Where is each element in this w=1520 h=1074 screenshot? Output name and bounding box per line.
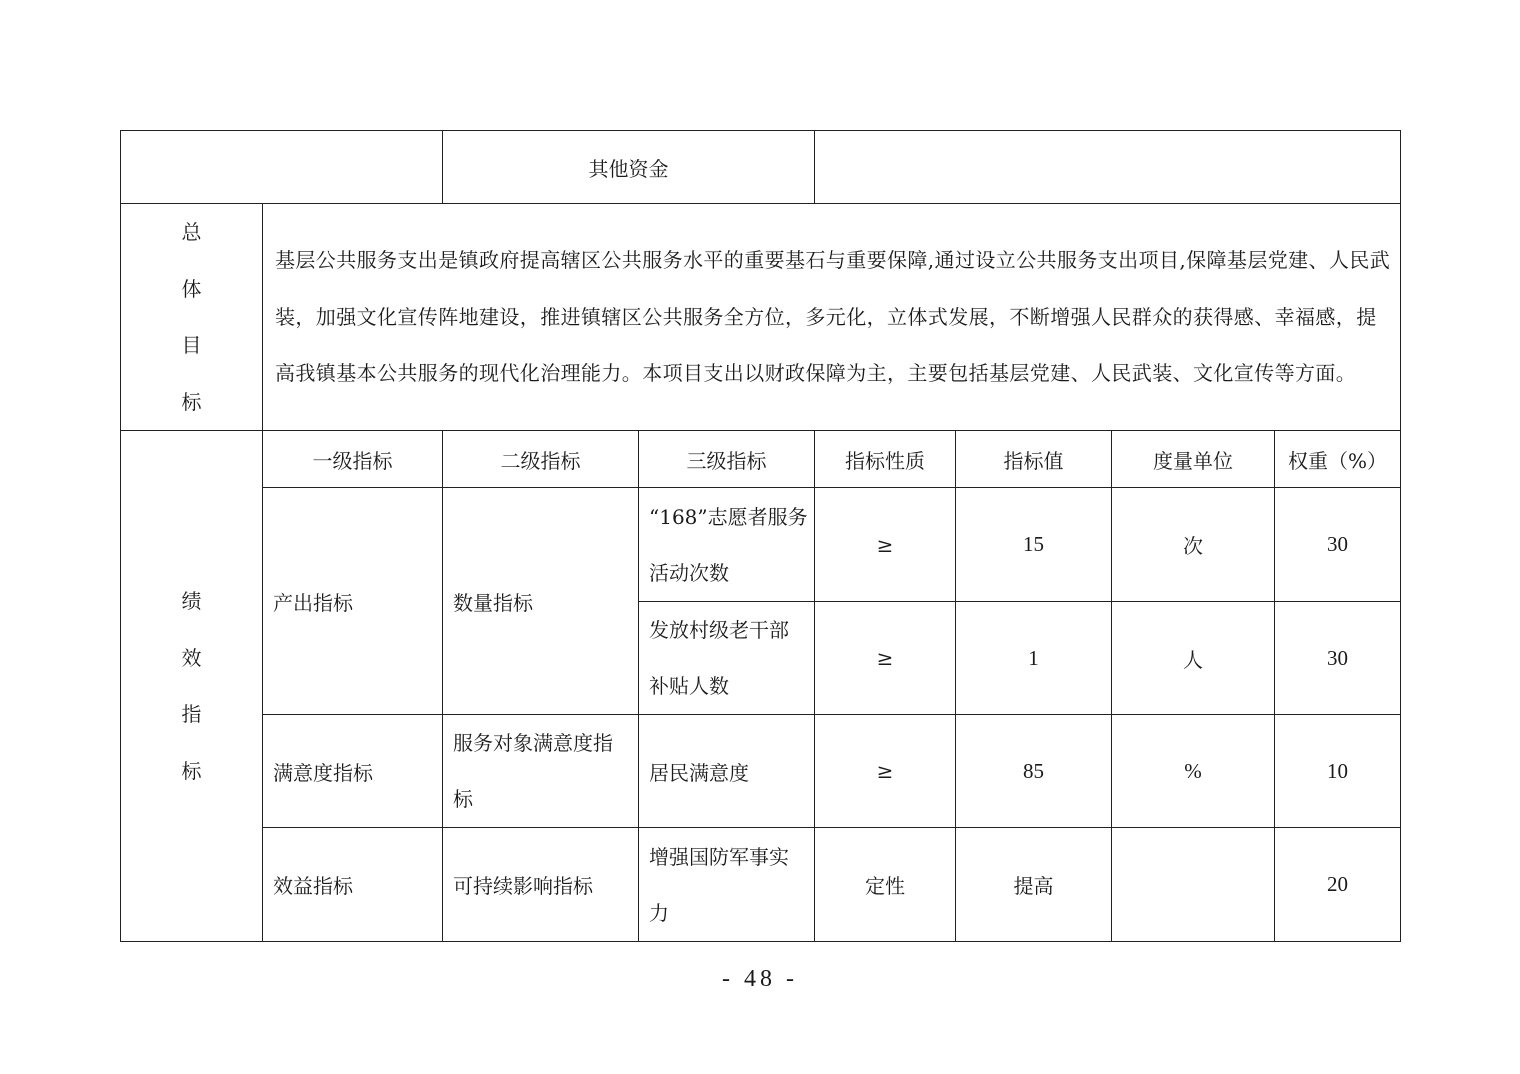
- level1-cell: 效益指标: [263, 828, 443, 942]
- unit-cell: 人: [1112, 602, 1275, 715]
- page-number: - 48 -: [722, 966, 798, 992]
- table-row: [121, 828, 1401, 942]
- header-row: [121, 431, 1401, 488]
- goal-label-cell: [121, 204, 263, 431]
- other-funds-cell: 其他资金: [443, 131, 815, 204]
- value-cell: 提高: [956, 828, 1112, 942]
- header-level3: 三级指标: [639, 431, 815, 488]
- indicators-label-char: 指: [181, 702, 202, 726]
- indicators-label-cell: [121, 431, 263, 942]
- level2-cell: 服务对象满意度指标: [443, 715, 639, 828]
- nature-cell: 定性: [815, 828, 956, 942]
- level3-cell: 居民满意度: [639, 715, 815, 828]
- nature-cell: ≥: [815, 488, 956, 602]
- performance-table: [120, 130, 1401, 942]
- indicators-label-char: 绩: [181, 589, 202, 613]
- level1-cell: 产出指标: [263, 488, 443, 715]
- other-funds-value-cell: [815, 131, 1401, 204]
- goal-label-char: 目: [181, 333, 202, 357]
- weight-cell: 10: [1275, 715, 1401, 828]
- goal-text: 基层公共服务支出是镇政府提高辖区公共服务水平的重要基石与重要保障,通过设立公共服务支出项目,保障基层党建、人民武装，加强文化宣传阵地建设，推进镇辖区公共服务全方位，多元化，立体式发展，不断增强人民群众的获得感、幸福感，提高我镇基本公共服务的现代化治理能力。本项目支出以财政保障为主，主要包括基层党建、人民武装、文化宣传等方面。: [263, 204, 1401, 431]
- goal-label-char: 标: [181, 389, 202, 414]
- level3-cell: 增强国防军事实力: [639, 828, 815, 942]
- goal-label-char: 体: [181, 276, 202, 301]
- header-level1: 一级指标: [263, 431, 443, 488]
- nature-cell: ≥: [815, 715, 956, 828]
- header-value: 指标值: [956, 431, 1112, 488]
- value-cell: 85: [956, 715, 1112, 828]
- weight-cell: 30: [1275, 488, 1401, 602]
- weight-cell: 30: [1275, 602, 1401, 715]
- table-row: [121, 715, 1401, 828]
- weight-cell: 20: [1275, 828, 1401, 942]
- header-level2: 二级指标: [443, 431, 639, 488]
- level3-cell: “168”志愿者服务活动次数: [639, 488, 815, 602]
- table-row: [121, 488, 1401, 602]
- goal-row: [121, 204, 1401, 431]
- funding-row: [121, 131, 1401, 204]
- unit-cell: 次: [1112, 488, 1275, 602]
- indicators-label-char: 效: [181, 645, 202, 670]
- nature-cell: ≥: [815, 602, 956, 715]
- level1-cell: 满意度指标: [263, 715, 443, 828]
- header-weight: 权重（%）: [1275, 431, 1401, 488]
- unit-cell: %: [1112, 715, 1275, 828]
- goal-label-char: 总: [181, 220, 202, 244]
- level3-cell: 发放村级老干部补贴人数: [639, 602, 815, 715]
- empty-cell: [121, 131, 443, 204]
- level2-cell: 可持续影响指标: [443, 828, 639, 942]
- header-unit: 度量单位: [1112, 431, 1275, 488]
- value-cell: 1: [956, 602, 1112, 715]
- header-nature: 指标性质: [815, 431, 956, 488]
- value-cell: 15: [956, 488, 1112, 602]
- indicators-label-char: 标: [181, 758, 202, 783]
- unit-cell: [1112, 828, 1275, 942]
- level2-cell: 数量指标: [443, 488, 639, 715]
